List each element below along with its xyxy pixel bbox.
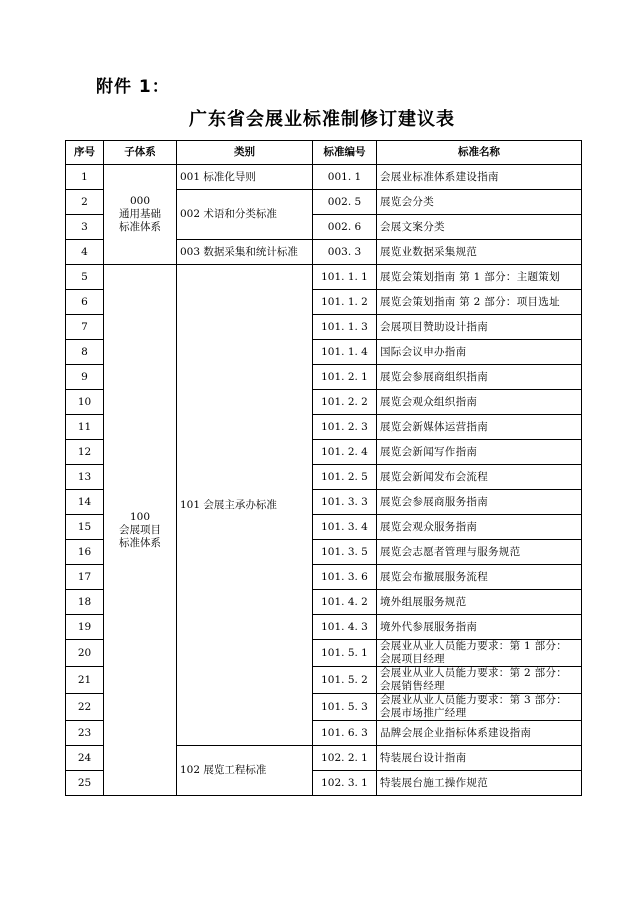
standard-code: 003. 3 — [313, 240, 377, 265]
standard-code: 101. 3. 4 — [313, 515, 377, 540]
standard-code: 101. 2. 3 — [313, 415, 377, 440]
standard-code: 101. 1. 2 — [313, 290, 377, 315]
standard-code: 001. 1 — [313, 165, 377, 190]
standard-code: 101. 3. 5 — [313, 540, 377, 565]
standard-name-line2: 会展市场推广经理 — [380, 707, 467, 719]
standard-code: 002. 6 — [313, 215, 377, 240]
category-cell: 002 术语和分类标准 — [177, 190, 313, 240]
subsystem-name-line2: 标准体系 — [119, 536, 161, 549]
row-number: 17 — [66, 565, 104, 590]
row-number: 24 — [66, 746, 104, 771]
standard-name-line2: 会展项目经理 — [380, 653, 445, 665]
subsystem-cell — [104, 165, 177, 265]
standard-code: 101. 2. 2 — [313, 390, 377, 415]
standard-code: 101. 3. 6 — [313, 565, 377, 590]
standard-code: 002. 5 — [313, 190, 377, 215]
standard-code: 101. 2. 1 — [313, 365, 377, 390]
row-number: 18 — [66, 590, 104, 615]
standard-code: 101. 1. 1 — [313, 265, 377, 290]
subsystem-code: 100 — [129, 510, 151, 523]
standard-name: 会展项目赞助设计指南 — [377, 315, 582, 340]
table-row — [66, 265, 582, 290]
standard-code: 101. 4. 3 — [313, 615, 377, 640]
row-number: 9 — [66, 365, 104, 390]
standard-name: 展览会新媒体运营指南 — [377, 415, 582, 440]
standard-name: 国际会议申办指南 — [377, 340, 582, 365]
standard-code: 101. 1. 3 — [313, 315, 377, 340]
standard-code: 101. 1. 4 — [313, 340, 377, 365]
standard-name: 展览会参展商服务指南 — [377, 490, 582, 515]
header-code: 标准编号 — [313, 141, 377, 165]
category-cell: 001 标准化导则 — [177, 165, 313, 190]
standard-code: 101. 5. 2 — [313, 667, 377, 694]
standard-code: 101. 4. 2 — [313, 590, 377, 615]
standard-name-line1: 会展业从业人员能力要求：第 1 部分： — [380, 640, 568, 652]
row-number: 19 — [66, 615, 104, 640]
standard-name: 展览会参展商组织指南 — [377, 365, 582, 390]
row-number: 14 — [66, 490, 104, 515]
header-subsystem: 子体系 — [104, 141, 177, 165]
standard-code: 101. 5. 1 — [313, 640, 377, 667]
row-number: 16 — [66, 540, 104, 565]
standard-name — [377, 640, 582, 667]
row-number: 15 — [66, 515, 104, 540]
standards-table — [65, 140, 582, 796]
row-number: 11 — [66, 415, 104, 440]
standard-name: 特装展台施工操作规范 — [377, 771, 582, 796]
header-category: 类别 — [177, 141, 313, 165]
row-number: 1 — [66, 165, 104, 190]
header-no: 序号 — [66, 141, 104, 165]
standard-name: 展览会观众组织指南 — [377, 390, 582, 415]
standard-name: 展览会分类 — [377, 190, 582, 215]
standard-name-line1: 会展业从业人员能力要求：第 3 部分： — [380, 694, 568, 706]
document-title: 广东省会展业标准制修订建议表 — [189, 109, 455, 130]
attachment-label: 附件 1： — [96, 77, 170, 97]
standard-name: 展览会新闻写作指南 — [377, 440, 582, 465]
row-number: 7 — [66, 315, 104, 340]
standard-code: 102. 3. 1 — [313, 771, 377, 796]
row-number: 10 — [66, 390, 104, 415]
row-number: 22 — [66, 694, 104, 721]
row-number: 25 — [66, 771, 104, 796]
subsystem-code: 000 — [129, 195, 151, 207]
standard-name: 会展文案分类 — [377, 215, 582, 240]
category-cell: 101 会展主承办标准 — [177, 265, 313, 746]
standard-code: 101. 3. 3 — [313, 490, 377, 515]
standard-name: 展览会策划指南 第 1 部分：主题策划 — [377, 265, 582, 290]
row-number: 6 — [66, 290, 104, 315]
subsystem-name-line1: 会展项目 — [119, 523, 161, 536]
row-number: 12 — [66, 440, 104, 465]
table-header-row — [66, 141, 582, 165]
standard-name-line1: 会展业从业人员能力要求：第 2 部分： — [380, 667, 568, 679]
standard-code: 101. 6. 3 — [313, 721, 377, 746]
row-number: 20 — [66, 640, 104, 667]
row-number: 2 — [66, 190, 104, 215]
subsystem-cell — [104, 265, 177, 796]
standard-name-line2: 会展销售经理 — [380, 680, 445, 692]
standard-name: 会展业标准体系建设指南 — [377, 165, 582, 190]
category-cell: 102 展览工程标准 — [177, 746, 313, 796]
row-number: 21 — [66, 667, 104, 694]
standard-name — [377, 667, 582, 694]
standard-name: 境外代参展服务指南 — [377, 615, 582, 640]
row-number: 3 — [66, 215, 104, 240]
row-number: 4 — [66, 240, 104, 265]
standard-code: 101. 2. 4 — [313, 440, 377, 465]
standard-code: 102. 2. 1 — [313, 746, 377, 771]
standard-name: 展览业数据采集规范 — [377, 240, 582, 265]
standard-code: 101. 5. 3 — [313, 694, 377, 721]
subsystem-name-line2: 标准体系 — [119, 221, 161, 233]
standard-code: 101. 2. 5 — [313, 465, 377, 490]
standard-name: 展览会志愿者管理与服务规范 — [377, 540, 582, 565]
standard-name: 展览会策划指南 第 2 部分：项目选址 — [377, 290, 582, 315]
header-name: 标准名称 — [377, 141, 582, 165]
standard-name — [377, 694, 582, 721]
row-number: 8 — [66, 340, 104, 365]
row-number: 13 — [66, 465, 104, 490]
standard-name: 展览会新闻发布会流程 — [377, 465, 582, 490]
row-number: 23 — [66, 721, 104, 746]
standard-name: 展览会布撤展服务流程 — [377, 565, 582, 590]
subsystem-name-line1: 通用基础 — [119, 208, 161, 220]
standard-name: 品牌会展企业指标体系建设指南 — [377, 721, 582, 746]
standard-name: 特装展台设计指南 — [377, 746, 582, 771]
category-cell: 003 数据采集和统计标准 — [177, 240, 313, 265]
standard-name: 境外组展服务规范 — [377, 590, 582, 615]
row-number: 5 — [66, 265, 104, 290]
standard-name: 展览会观众服务指南 — [377, 515, 582, 540]
table-row — [66, 165, 582, 190]
